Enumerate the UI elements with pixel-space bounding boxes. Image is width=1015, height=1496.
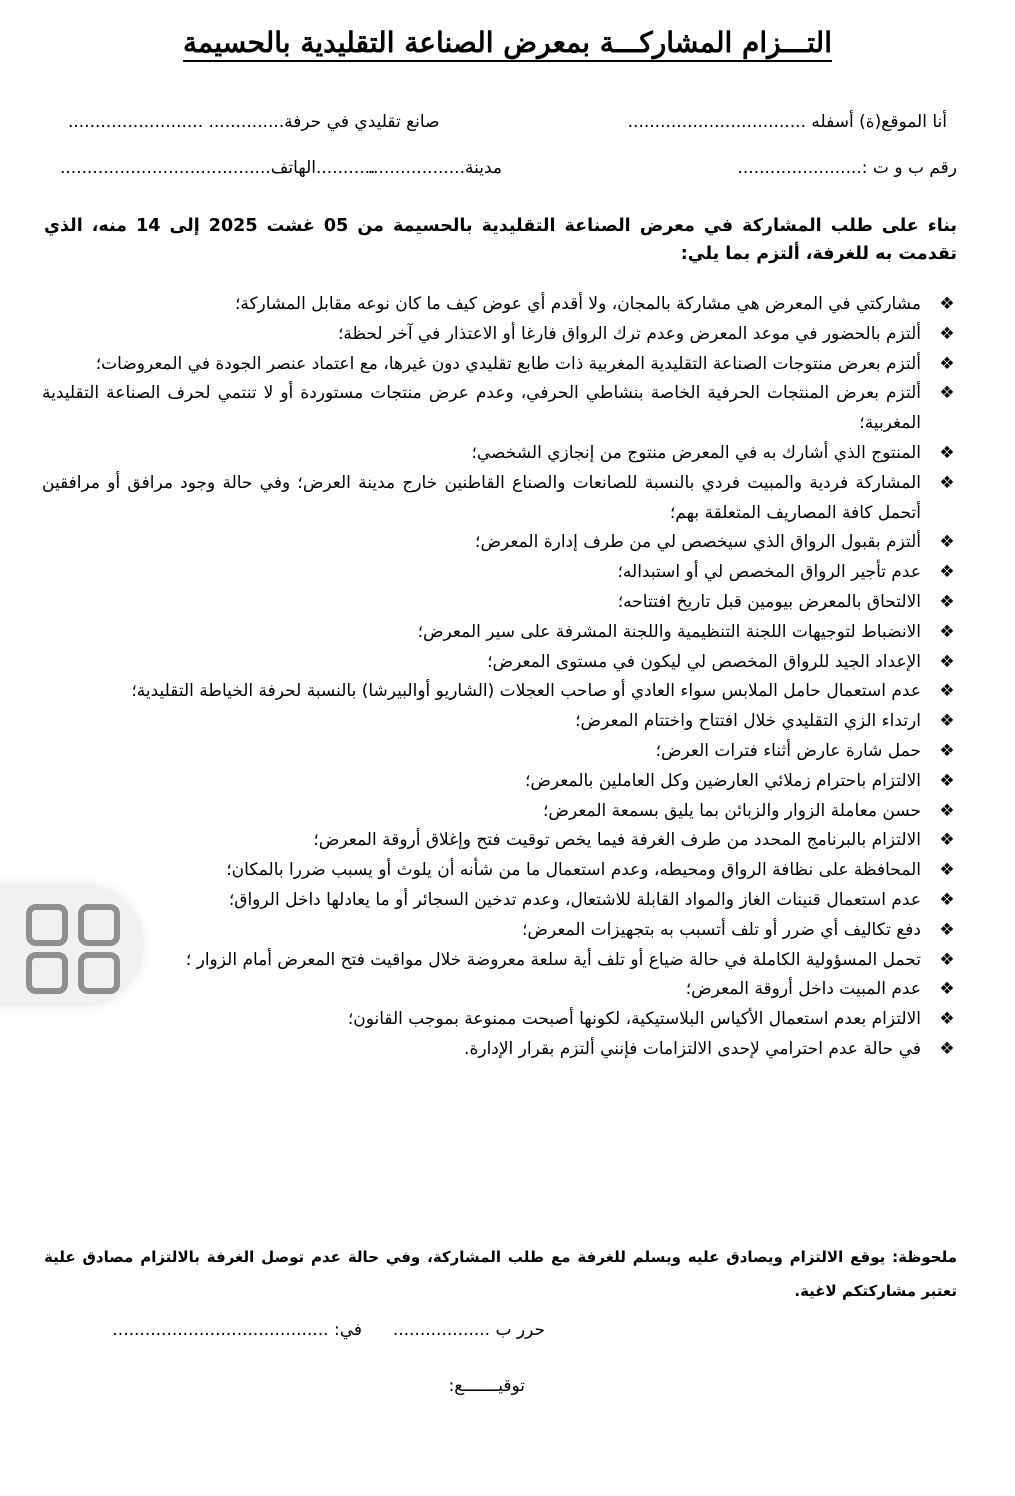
signer-field: أنا الموقع(ة) أسفله ................................. <box>627 112 947 132</box>
list-item-text: تحمل المسؤولية الكاملة في حالة ضياع أو تلف أية سلعة معروضة خلال مواقيت فتح المعرض أمام الزوار ؛ <box>185 949 921 970</box>
list-item <box>42 558 959 588</box>
diamond-bullet-icon: ❖ <box>939 294 955 314</box>
diamond-bullet-icon: ❖ <box>939 889 955 910</box>
list-item <box>42 1005 959 1035</box>
list-item <box>42 320 959 350</box>
note-paragraph: ملحوظة: يوقع الالتزام ويصادق عليه ويسلم للغرفة مع طلب المشاركة، وفي حالة عدم توصل الغرفة بالالتزام مصادق علية تعتبر مشاركتكم لاغية. <box>44 1248 957 1300</box>
phone-field: ...........الهاتف....................................... <box>60 158 376 178</box>
list-item-text: عدم المبيت داخل أروقة المعرض؛ <box>685 979 921 1000</box>
diamond-bullet-icon: ❖ <box>939 383 955 404</box>
grid-square <box>78 904 120 946</box>
list-item-text: ألتزم بعرض المنتجات الحرفية الخاصة بنشاطي الحرفي، وعدم عرض منتجات مستوردة أو لا تنتمي لحرف الصناعة التقليدية المغربية؛ <box>42 383 921 434</box>
list-item <box>42 856 959 886</box>
diamond-bullet-icon: ❖ <box>939 860 955 881</box>
diamond-bullet-icon: ❖ <box>939 353 955 374</box>
signing-row <box>112 1320 545 1340</box>
list-item <box>42 916 959 946</box>
list-item <box>42 290 959 320</box>
list-item <box>42 439 959 469</box>
list-item-text: المحافظة على نظافة الرواق ومحيطه، وعدم استعمال ما من شأنه أن يلوث أو يسبب ضررا بالمكان؛ <box>226 860 921 881</box>
list-item <box>42 975 959 1005</box>
list-item <box>42 528 959 558</box>
list-item <box>42 379 959 439</box>
grid-square <box>26 904 68 946</box>
grid-square <box>78 952 120 994</box>
list-item-text: ألتزم بعرض منتوجات الصناعة التقليدية المغربية ذات طابع تقليدي دون غيرها، مع اعتماد عنصر الجودة في المعروضات؛ <box>95 353 921 374</box>
list-item <box>42 797 959 827</box>
list-item-text: في حالة عدم احترامي لإحدى الالتزامات فإنني ألتزم بقرار الإدارة. <box>464 1038 921 1059</box>
list-item-text: ارتداء الزي التقليدي خلال افتتاح واختتام المعرض؛ <box>575 711 921 732</box>
list-item <box>42 737 959 767</box>
list-item <box>42 767 959 797</box>
list-item <box>42 350 959 380</box>
list-item-text: حمل شارة عارض أثناء فترات العرض؛ <box>655 740 921 761</box>
grid-squares-icon[interactable] <box>0 884 144 1006</box>
diamond-bullet-icon: ❖ <box>939 1038 955 1059</box>
diamond-bullet-icon: ❖ <box>939 442 955 463</box>
list-item-text: مشاركتي في المعرض هي مشاركة بالمجان، ولا أقدم أي عوض كيف ما كان نوعه مقابل المشاركة؛ <box>234 294 921 314</box>
diamond-bullet-icon: ❖ <box>939 532 955 553</box>
diamond-bullet-icon: ❖ <box>939 591 955 612</box>
list-item-text: الالتزام بعدم استعمال الأكياس البلاستيكية، لكونها أصبحت ممنوعة بموجب القانون؛ <box>347 1009 921 1030</box>
signing-date: في: ........................................ <box>112 1320 362 1340</box>
list-item-text: الانضباط لتوجيهات اللجنة التنظيمية واللجنة المشرفة على سير المعرض؛ <box>417 621 921 642</box>
signing-place: حرر ب .................. <box>392 1320 545 1340</box>
diamond-bullet-icon: ❖ <box>939 919 955 940</box>
diamond-bullet-icon: ❖ <box>939 800 955 821</box>
list-item-text: حسن معاملة الزوار والزبائن بما يليق بسمعة المعرض؛ <box>543 800 921 821</box>
diamond-bullet-icon: ❖ <box>939 770 955 791</box>
list-item <box>42 588 959 618</box>
list-item <box>42 648 959 678</box>
list-item <box>42 707 959 737</box>
commitments-list <box>42 290 959 1065</box>
list-item-text: ألتزم بقبول الرواق الذي سيخصص لي من طرف إدارة المعرض؛ <box>475 532 921 553</box>
list-item-text: المشاركة فردية والمبيت فردي بالنسبة للصانعات والصناع القاطنين خارج مدينة العرض؛ وفي حالة وجود مرافق أو مرافقين أتحمل كافة المصاريف المتعلقة بهم؛ <box>42 472 921 523</box>
diamond-bullet-icon: ❖ <box>939 621 955 642</box>
diamond-bullet-icon: ❖ <box>939 711 955 732</box>
list-item-text: الالتزام بالبرنامج المحدد من طرف الغرفة فيما يخص توقيت فتح وإغلاق أروقة المعرض؛ <box>313 830 921 851</box>
diamond-bullet-icon: ❖ <box>939 1009 955 1030</box>
craft-field: صانع تقليدي في حرفة.............. ......................... <box>68 112 440 132</box>
diamond-bullet-icon: ❖ <box>939 979 955 1000</box>
diamond-bullet-icon: ❖ <box>939 830 955 851</box>
city-field: مدينة.................. <box>367 158 502 178</box>
list-item <box>42 677 959 707</box>
list-item-text: عدم استعمال حامل الملابس سواء العادي أو صاحب العجلات (الشاريو أوالبيرشا) بالنسبة لحرفة الخياطة التقليدية؛ <box>131 681 921 702</box>
list-item <box>42 946 959 976</box>
diamond-bullet-icon: ❖ <box>939 681 955 702</box>
list-item-text: ألتزم بالحضور في موعد المعرض وعدم ترك الرواق فارغا أو الاعتذار في آخر لحظة؛ <box>337 323 921 344</box>
list-item-text: عدم تأجير الرواق المخصص لي أو استبداله؛ <box>617 562 921 583</box>
list-item <box>42 469 959 529</box>
grid-square <box>26 952 68 994</box>
intro-paragraph: بناء على طلب المشاركة في معرض الصناعة التقليدية بالحسيمة من 05 غشت 2025 إلى 14 منه، الذي تقدمت به للغرفة، ألتزم بما يلي: <box>44 216 957 264</box>
list-item-text: عدم استعمال قنينات الغاز والمواد القابلة للاشتعال، وعدم تدخين السجائر أو ما يعادلها داخل الرواق؛ <box>228 889 921 910</box>
list-item <box>42 886 959 916</box>
diamond-bullet-icon: ❖ <box>939 949 955 970</box>
signature-label: توقيـــــــع: <box>448 1376 525 1396</box>
diamond-bullet-icon: ❖ <box>939 651 955 672</box>
page-title: التـــزام المشاركـــة بمعرض الصناعة التقليدية بالحسيمة <box>183 26 832 59</box>
id-field: رقم ب و ت :....................... <box>737 158 957 178</box>
list-item-text: الإعداد الجيد للرواق المخصص لي ليكون في مستوى المعرض؛ <box>487 651 921 672</box>
diamond-bullet-icon: ❖ <box>939 740 955 761</box>
diamond-bullet-icon: ❖ <box>939 562 955 583</box>
diamond-bullet-icon: ❖ <box>939 472 955 493</box>
list-item-text: الالتزام باحترام زملائي العارضين وكل العاملين بالمعرض؛ <box>524 770 921 791</box>
list-item-text: الالتحاق بالمعرض بيومين قبل تاريخ افتتاحه؛ <box>617 591 921 612</box>
list-item-text: المنتوج الذي أشارك به في المعرض منتوج من إنجازي الشخصي؛ <box>471 442 921 463</box>
list-item <box>42 826 959 856</box>
list-item-text: دفع تكاليف أي ضرر أو تلف أتسبب به بتجهيزات المعرض؛ <box>522 919 921 940</box>
list-item <box>42 1035 959 1065</box>
diamond-bullet-icon: ❖ <box>939 323 955 344</box>
list-item <box>42 618 959 648</box>
